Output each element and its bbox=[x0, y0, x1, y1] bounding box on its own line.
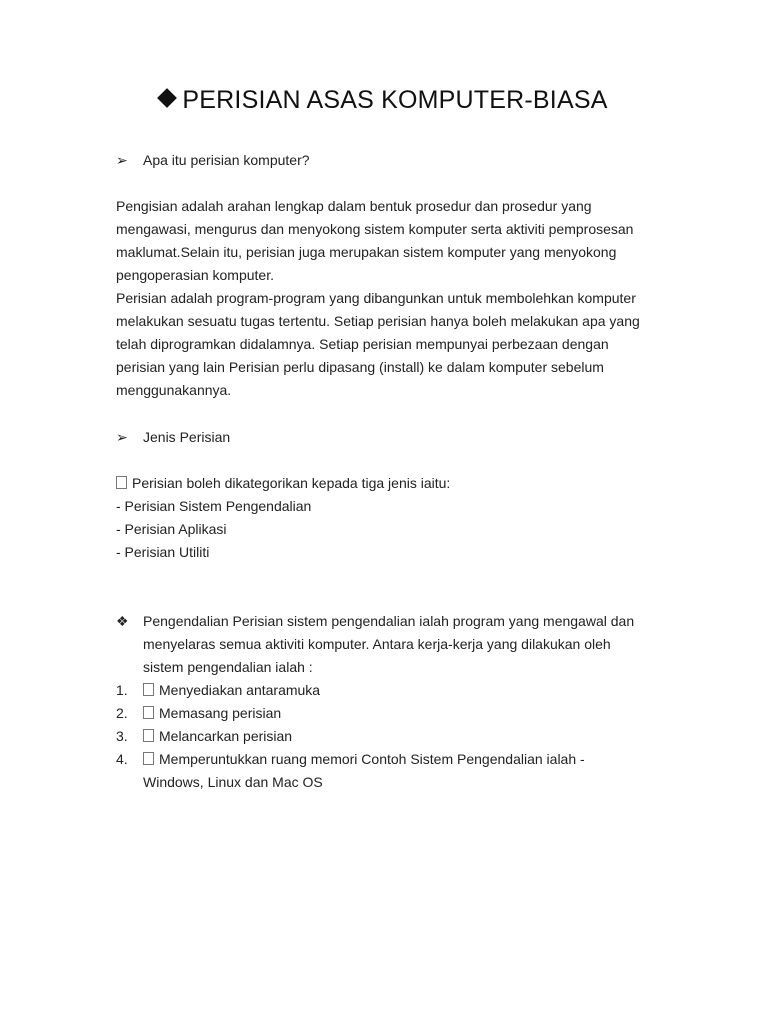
list-number: 4. bbox=[116, 751, 128, 767]
paragraph-line: sistem pengendalian ialah : bbox=[143, 659, 313, 675]
missing-glyph-box-icon bbox=[143, 683, 154, 696]
intro-text: Perisian boleh dikategorikan kepada tiga jenis iaitu: bbox=[132, 475, 451, 491]
numbered-list-item bbox=[143, 681, 320, 699]
list-item-text: Memasang perisian bbox=[159, 705, 282, 721]
list-number: 2. bbox=[116, 705, 128, 721]
paragraph-line: perisian yang lain Perisian perlu dipasang (install) ke dalam komputer sebelum bbox=[116, 359, 604, 375]
list-item-text: Melancarkan perisian bbox=[159, 728, 293, 744]
list-item-text: Memperuntukkan ruang memori Contoh Sistem Pengendalian ialah - bbox=[159, 751, 585, 767]
paragraph-line: Pengisian adalah arahan lengkap dalam bentuk prosedur dan prosedur yang bbox=[116, 198, 592, 214]
list-number: 3. bbox=[116, 728, 128, 744]
arrow-bullet-icon: ➢ bbox=[116, 429, 128, 445]
missing-glyph-box-icon bbox=[143, 752, 154, 765]
paragraph-line: menyelaras semua aktiviti komputer. Antara kerja-kerja yang dilakukan oleh bbox=[143, 636, 611, 652]
list-item-text: Menyediakan antaramuka bbox=[159, 682, 321, 698]
arrow-bullet-icon: ➢ bbox=[116, 152, 128, 168]
paragraph-line: melakukan sesuatu tugas tertentu. Setiap perisian hanya boleh melakukan apa yang bbox=[116, 313, 640, 329]
paragraph-line: mengawasi, mengurus dan menyokong sistem komputer serta aktiviti pemprosesan bbox=[116, 221, 634, 237]
diamond-bullet-icon bbox=[158, 88, 178, 108]
section-heading-apa-itu: Apa itu perisian komputer? bbox=[143, 152, 310, 168]
numbered-list-item bbox=[143, 704, 281, 722]
numbered-list-item bbox=[143, 750, 585, 768]
paragraph-line: telah diprogramkan didalamnya. Setiap perisian mempunyai perbezaan dengan bbox=[116, 336, 609, 352]
title-text: PERISIAN ASAS KOMPUTER-BIASA bbox=[182, 86, 608, 114]
diamond-four-bullet-icon: ❖ bbox=[116, 613, 129, 629]
list-item: - Perisian Sistem Pengendalian bbox=[116, 498, 312, 514]
paragraph-line: pengoperasian komputer. bbox=[116, 267, 274, 283]
list-item-continuation: Windows, Linux dan Mac OS bbox=[143, 774, 323, 790]
missing-glyph-box-icon bbox=[116, 476, 127, 489]
document-title bbox=[0, 86, 768, 115]
section-heading-jenis: Jenis Perisian bbox=[143, 429, 231, 445]
paragraph-line: maklumat.Selain itu, perisian juga merupakan sistem komputer yang menyokong bbox=[116, 244, 617, 260]
intro-line bbox=[116, 474, 450, 492]
missing-glyph-box-icon bbox=[143, 729, 154, 742]
list-item: - Perisian Aplikasi bbox=[116, 521, 227, 537]
list-item: - Perisian Utiliti bbox=[116, 544, 210, 560]
paragraph-line: Perisian adalah program-program yang dibangunkan untuk membolehkan komputer bbox=[116, 290, 636, 306]
missing-glyph-box-icon bbox=[143, 706, 154, 719]
paragraph-line: Pengendalian Perisian sistem pengendalian ialah program yang mengawal dan bbox=[143, 613, 635, 629]
list-number: 1. bbox=[116, 682, 128, 698]
paragraph-line: menggunakannya. bbox=[116, 382, 232, 398]
numbered-list-item bbox=[143, 727, 292, 745]
